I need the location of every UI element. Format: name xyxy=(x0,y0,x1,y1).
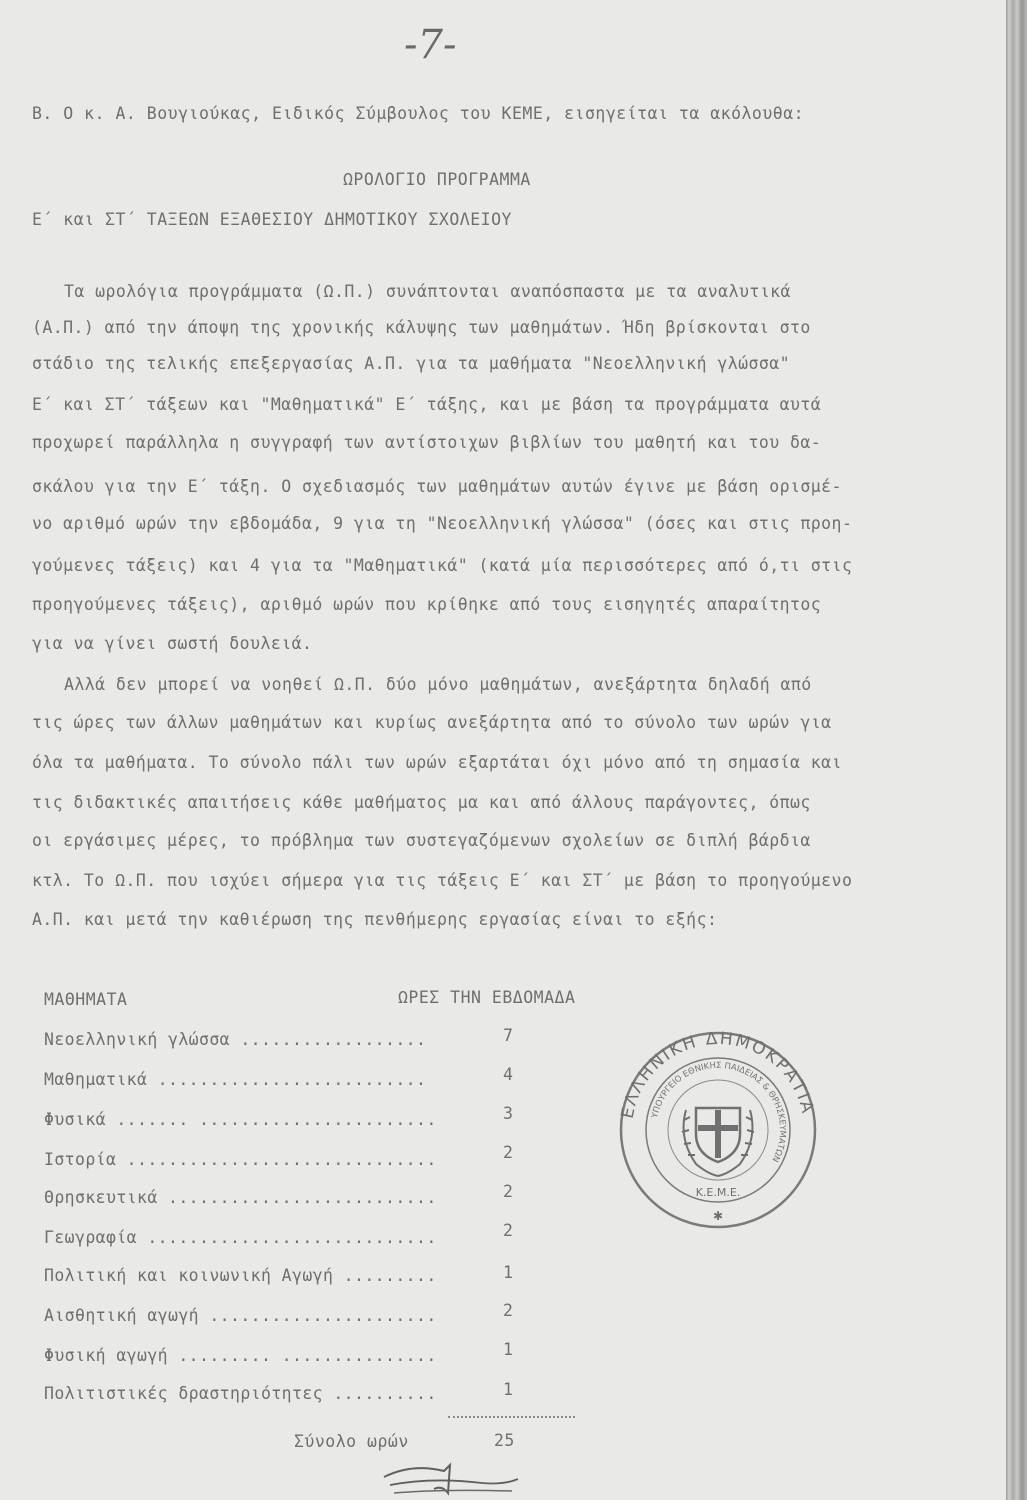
subject-name: Γεωγραφία ............................ xyxy=(44,1228,437,1247)
subject-hours: 2 xyxy=(503,1143,514,1162)
total-label: Σύνολο ωρών xyxy=(294,1432,409,1451)
page-number: -7- xyxy=(404,22,457,68)
paragraph-line: προχωρεί παράλληλα η συγγραφή των αντίστοιχων βιβλίων του μαθητή και του δα- xyxy=(32,433,822,452)
star-icon: ✱ xyxy=(712,1209,724,1223)
subject-name: Φυσική αγωγή ......... ............... xyxy=(44,1346,437,1365)
paragraph-line: όλα τα μαθήματα. Το σύνολο πάλι των ωρών εξαρτάται όχι μόνο από τη σημασία και xyxy=(32,753,842,772)
subject-name: Νεοελληνική γλώσσα .................. xyxy=(44,1030,427,1049)
handwritten-signature xyxy=(372,1455,522,1500)
subject-name: Αισθητική αγωγή ...................... xyxy=(44,1306,437,1325)
paragraph-line: νο αριθμό ωρών την εβδομάδα, 9 για τη "Νεοελληνική γλώσσα" (όσες και στις προη- xyxy=(32,514,853,533)
subjects-column-header: ΜΑΘΗΜΑΤΑ xyxy=(44,990,128,1009)
document-subtitle: Ε΄ και ΣΤ΄ ΤΑΞΕΩΝ ΕΞΑΘΕΣΙΟΥ ΔΗΜΟΤΙΚΟΥ ΣΧΟΛΕΙΟΥ xyxy=(32,210,512,229)
subject-hours: 1 xyxy=(503,1380,514,1399)
paragraph-line: Ε΄ και ΣΤ΄ τάξεων και "Μαθηματικά" Ε΄ τάξης, και με βάση τα προγράμματα αυτά xyxy=(32,395,822,414)
subject-hours: 1 xyxy=(503,1340,514,1359)
subject-hours: 7 xyxy=(503,1026,514,1045)
paragraph-line: για να γίνει σωστή δουλειά. xyxy=(32,634,313,653)
paragraph-line: τις ώρες των άλλων μαθημάτων και κυρίως ανεξάρτητα από το σύνολο των ωρών για xyxy=(32,713,832,732)
paragraph-line: στάδιο της τελικής επεξεργασίας Α.Π. για τα μαθήματα "Νεοελληνική γλώσσα" xyxy=(32,354,791,373)
subject-hours: 2 xyxy=(503,1182,514,1201)
paragraph-line: Α.Π. και μετά την καθιέρωση της πενθήμερης εργασίας είναι το εξής: xyxy=(32,910,718,929)
official-seal xyxy=(618,1030,818,1230)
page-binding-edge xyxy=(1006,0,1027,1500)
subject-name: Φυσικά ....... ....................... xyxy=(44,1110,437,1129)
intro-line: Β. Ο κ. Α. Βουγιούκας, Ειδικός Σύμβουλος του ΚΕΜΕ, εισηγείται τα ακόλουθα: xyxy=(32,104,805,123)
subject-hours: 1 xyxy=(503,1263,514,1282)
subject-name: Θρησκευτικά .......................... xyxy=(44,1188,437,1207)
svg-text:ΥΠΟΥΡΓΕΙΟ ΕΘΝΙΚΗΣ ΠΑΙΔΕΙΑΣ & Θ: ΥΠΟΥΡΓΕΙΟ ΕΘΝΙΚΗΣ ΠΑΙΔΕΙΑΣ & ΘΡΗΣΚΕΥΜΑΤΩΝ xyxy=(650,1060,788,1164)
paragraph-line: κτλ. Το Ω.Π. που ισχύει σήμερα για τις τάξεις Ε΄ και ΣΤ΄ με βάση το προηγούμενο xyxy=(32,871,853,890)
subject-hours: 3 xyxy=(503,1104,514,1123)
paragraph-line: τις διδακτικές απαιτήσεις κάθε μαθήματος μα και από άλλους παράγοντες, όπως xyxy=(32,793,811,812)
document-title: ΩΡΟΛΟΓΙΟ ΠΡΟΓΡΑΜΜΑ xyxy=(343,170,531,189)
subject-hours: 2 xyxy=(503,1221,514,1240)
paragraph-line: προηγούμενες τάξεις), αριθμό ωρών που κρίθηκε από τους εισηγητές απαραίτητος xyxy=(32,595,822,614)
svg-text:ΕΛΛΗΝΙΚΗ ΔΗΜΟΚΡΑΤΙΑ: ΕΛΛΗΝΙΚΗ ΔΗΜΟΚΡΑΤΙΑ xyxy=(618,1030,818,1121)
seal-bottom-text: Κ.Ε.Μ.Ε. xyxy=(695,1186,741,1199)
paragraph-line: Αλλά δεν μπορεί να νοηθεί Ω.Π. δύο μόνο μαθημάτων, ανεξάρτητα δηλαδή από xyxy=(64,675,812,694)
paragraph-line: σκάλου για την Ε΄ τάξη. Ο σχεδιασμός των μαθημάτων αυτών έγινε με βάση ορισμέ- xyxy=(32,477,842,496)
coat-of-arms-icon xyxy=(682,1108,754,1176)
total-value: 25 xyxy=(494,1431,515,1450)
total-separator xyxy=(448,1416,575,1418)
subject-name: Πολιτική και κοινωνική Αγωγή ......... xyxy=(44,1266,437,1285)
paragraph-line: οι εργάσιμες μέρες, το πρόβλημα των συστεγαζόμενων σχολείων σε διπλή βάρδια xyxy=(32,831,811,850)
subject-name: Ιστορία .............................. xyxy=(44,1150,437,1169)
paragraph-line: γούμενες τάξεις) και 4 για τα "Μαθηματικά" (κατά μία περισσότερες από ό,τι στις xyxy=(32,556,853,575)
subject-name: Πολιτιστικές δραστηριότητες .......... xyxy=(44,1384,437,1403)
paragraph-line: Τα ωρολόγια προγράμματα (Ω.Π.) συνάπτονται αναπόσπαστα με τα αναλυτικά xyxy=(64,282,791,301)
paragraph-line: (Α.Π.) από την άποψη της χρονικής κάλυψης των μαθημάτων. Ήδη βρίσκονται στο xyxy=(32,318,811,337)
hours-column-header: ΩΡΕΣ ΤΗΝ ΕΒΔΟΜΑΔΑ xyxy=(398,988,576,1007)
subject-hours: 4 xyxy=(503,1065,514,1084)
subject-hours: 2 xyxy=(503,1301,514,1320)
subject-name: Μαθηματικά .......................... xyxy=(44,1070,427,1089)
